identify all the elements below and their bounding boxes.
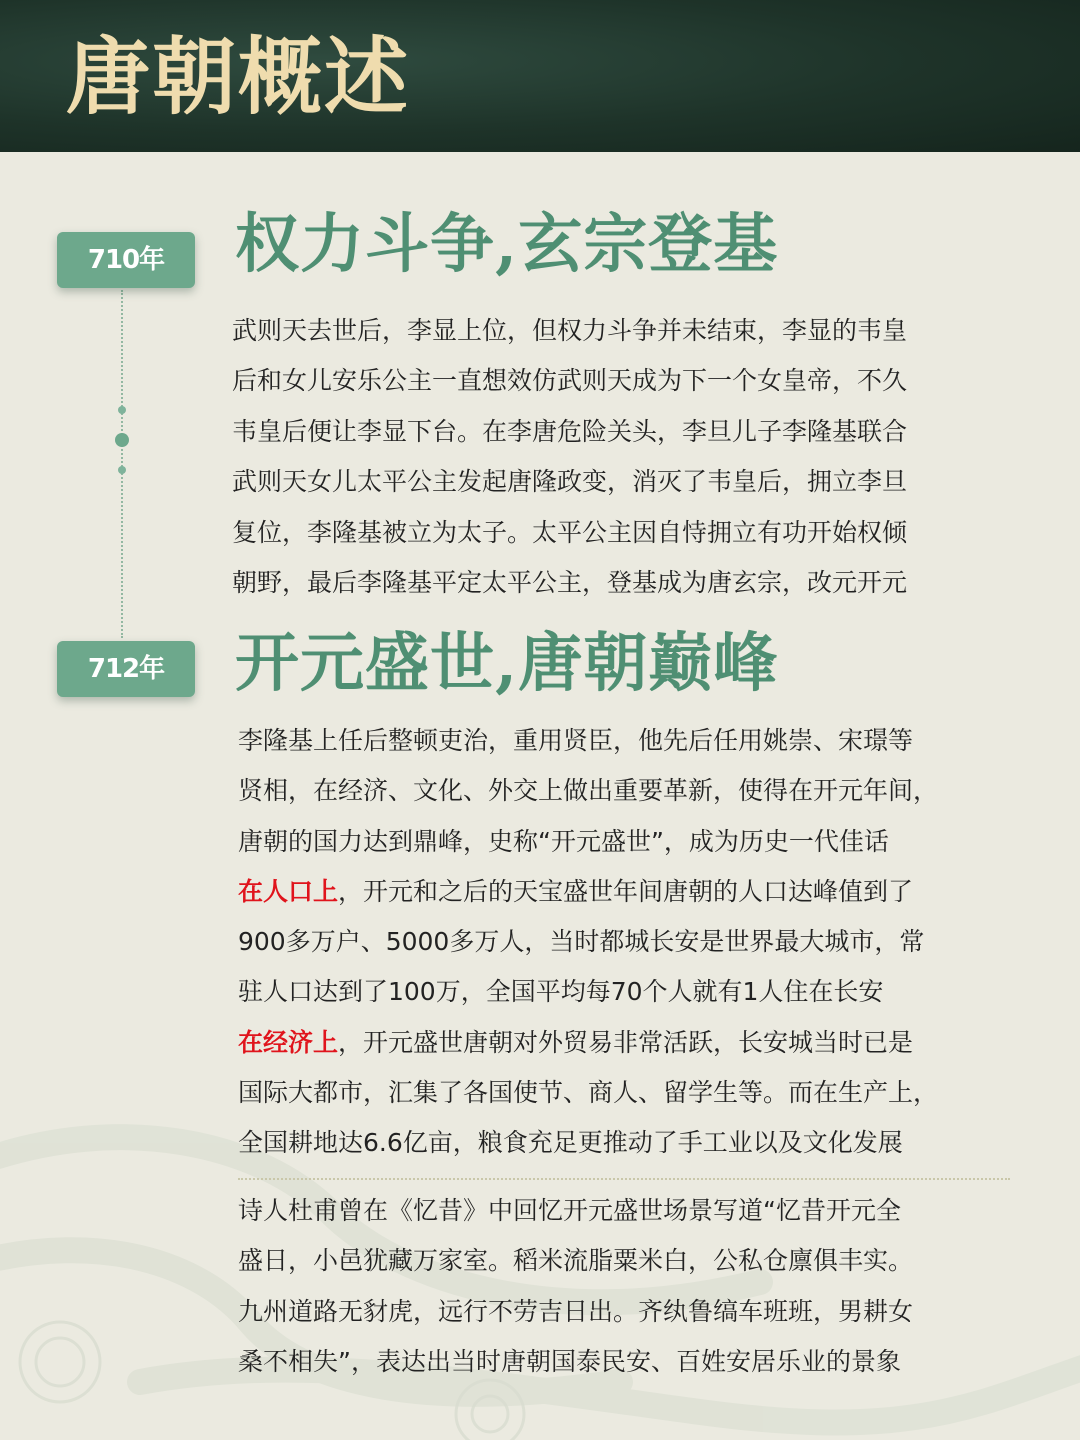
paragraph-line: 贤相，在经济、文化、外交上做出重要革新，使得在开元年间， bbox=[238, 776, 939, 806]
population-text: ，开元和之后的天宝盛世年间唐朝的人口达峰值到了 bbox=[338, 876, 914, 906]
section-divider bbox=[238, 1178, 1010, 1180]
timeline-connector bbox=[121, 290, 123, 638]
paragraph-line: 900多万户、5000多万人，当时都城长安是世界最大城市，常 bbox=[238, 927, 925, 957]
paragraph-line: 国际大都市，汇集了各国使节、商人、留学生等。而在生产上， bbox=[238, 1078, 939, 1108]
economy-text: ，开元盛世唐朝对外贸易非常活跃，长安城当时已是 bbox=[338, 1027, 914, 1057]
timeline-dot-large bbox=[115, 433, 129, 447]
year-badge-712: 712年 bbox=[57, 641, 195, 697]
timeline-dot-small bbox=[118, 406, 126, 414]
paragraph-line: 盛日，小邑犹藏万家室。稻米流脂粟米白，公私仓廪俱丰实。 bbox=[238, 1246, 914, 1276]
year-badge-710: 710年 bbox=[57, 232, 195, 288]
paragraph-line: 诗人杜甫曾在《忆昔》中回忆开元盛世场景写道“忆昔开元全 bbox=[238, 1196, 901, 1225]
paragraph-line: 九州道路无豺虎，远行不劳吉日出。齐纨鲁缟车班班，男耕女 bbox=[238, 1296, 914, 1326]
section-heading-kaiyuan: 开元盛世,唐朝巅峰 bbox=[235, 626, 779, 701]
paragraph-line: 李隆基上任后整顿吏治，重用贤臣，他先后任用姚崇、宋璟等 bbox=[238, 726, 914, 755]
section-2-paragraph bbox=[238, 716, 938, 1169]
population-highlight: 在人口上 bbox=[238, 876, 339, 906]
paragraph-line: 桑不相失”，表达出当时唐朝国泰民安、百姓安居乐业的景象 bbox=[238, 1346, 901, 1376]
section-1-paragraph bbox=[232, 306, 907, 608]
header-banner bbox=[0, 0, 1080, 152]
timeline-dot-small bbox=[118, 466, 126, 474]
poem-paragraph bbox=[238, 1186, 913, 1387]
page-title: 唐朝概述 bbox=[66, 27, 411, 126]
paragraph-line: 唐朝的国力达到鼎峰，史称“开元盛世”，成为历史一代佳话 bbox=[238, 826, 889, 856]
paragraph-line: 武则天女儿太平公主发起唐隆政变，消灭了韦皇后，拥立李旦 bbox=[232, 467, 908, 497]
paragraph-line: 复位，李隆基被立为太子。太平公主因自恃拥立有功开始权倾 bbox=[232, 517, 908, 547]
paragraph-line: 韦皇后便让李显下台。在李唐危险关头，李旦儿子李隆基联合 bbox=[232, 416, 908, 446]
paragraph-line: 驻人口达到了100万，全国平均每70个人就有1人住在长安 bbox=[238, 977, 884, 1007]
section-heading-power-struggle: 权力斗争,玄宗登基 bbox=[235, 207, 779, 282]
paragraph-line: 武则天去世后，李显上位，但权力斗争并未结束，李显的韦皇 bbox=[232, 316, 908, 345]
economy-highlight: 在经济上 bbox=[238, 1027, 339, 1057]
paragraph-line: 后和女儿安乐公主一直想效仿武则天成为下一个女皇帝，不久 bbox=[232, 366, 908, 396]
paragraph-line: 全国耕地达6.6亿亩，粮食充足更推动了手工业以及文化发展 bbox=[238, 1128, 903, 1158]
paragraph-line bbox=[238, 867, 938, 917]
paragraph-line bbox=[238, 1018, 938, 1068]
paragraph-line: 朝野，最后李隆基平定太平公主，登基成为唐玄宗，改元开元 bbox=[232, 568, 908, 598]
